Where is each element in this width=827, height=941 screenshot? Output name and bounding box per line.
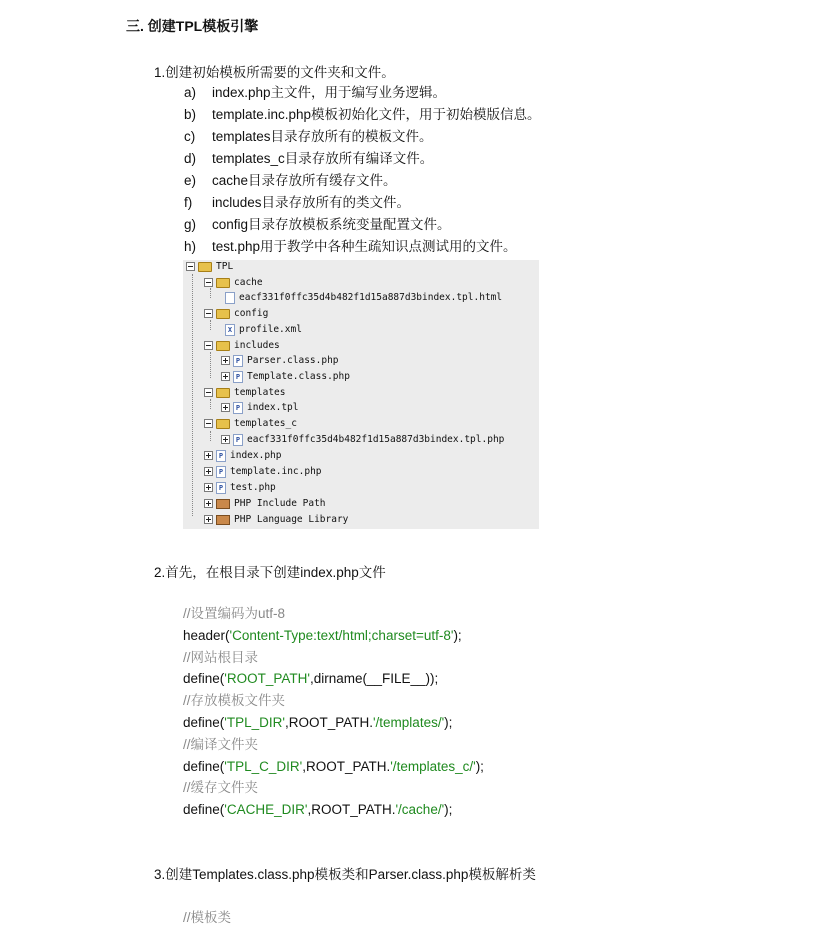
list-item: h) test.php用于教学中各种生疏知识点测试用的文件。 bbox=[184, 239, 517, 254]
list-item: c) templates目录存放所有的模板文件。 bbox=[184, 129, 433, 144]
tree-folder-config[interactable]: config bbox=[204, 307, 268, 321]
step3-text: 3.创建Templates.class.php模板类和Parser.class.php模板解析类 bbox=[154, 867, 536, 882]
tree-folder-cache[interactable]: cache bbox=[204, 276, 263, 290]
folder-icon bbox=[216, 419, 230, 429]
php-file-icon: P bbox=[233, 402, 243, 414]
html-file-icon bbox=[225, 292, 235, 304]
tree-folder-templates-c[interactable]: templates_c bbox=[204, 417, 297, 431]
expand-icon[interactable] bbox=[204, 451, 213, 460]
code-line: define('TPL_C_DIR',ROOT_PATH.'/templates_c/'); bbox=[183, 758, 484, 774]
collapse-icon[interactable] bbox=[204, 419, 213, 428]
list-item: f) includes目录存放所有的类文件。 bbox=[184, 195, 411, 210]
expand-icon[interactable] bbox=[204, 483, 213, 492]
list-item: d) templates_c目录存放所有编译文件。 bbox=[184, 151, 434, 166]
xml-file-icon: X bbox=[225, 324, 235, 336]
tree-language-library[interactable]: PHP Language Library bbox=[204, 513, 348, 527]
tree-folder-templates[interactable]: templates bbox=[204, 386, 285, 400]
code-comment: //设置编码为utf-8 bbox=[183, 606, 286, 621]
code-line: define('TPL_DIR',ROOT_PATH.'/templates/'); bbox=[183, 714, 453, 730]
code-comment: //存放模板文件夹 bbox=[183, 693, 286, 709]
tree-file-compiled[interactable]: P eacf331f0ffc35d4b482f1d15a887d3bindex.tpl.php bbox=[221, 433, 504, 447]
collapse-icon[interactable] bbox=[204, 278, 213, 287]
tree-file-parser[interactable]: P Parser.class.php bbox=[221, 354, 339, 368]
php-file-icon: P bbox=[233, 434, 243, 446]
collapse-icon[interactable] bbox=[204, 388, 213, 397]
expand-icon[interactable] bbox=[204, 515, 213, 524]
collapse-icon[interactable] bbox=[204, 341, 213, 350]
code-comment: //网站根目录 bbox=[183, 649, 259, 665]
code-line: header('Content-Type:text/html;charset=utf-8'); bbox=[183, 627, 462, 643]
list-item: e) cache目录存放所有缓存文件。 bbox=[184, 173, 397, 188]
code-block bbox=[183, 603, 484, 821]
step1-text: 1.创建初始模板所需要的文件夹和文件。 bbox=[154, 65, 395, 80]
php-file-icon: P bbox=[233, 371, 243, 383]
expand-icon[interactable] bbox=[221, 435, 230, 444]
list-item: g) config目录存放模板系统变量配置文件。 bbox=[184, 217, 451, 232]
code-comment: //缓存文件夹 bbox=[183, 780, 259, 796]
step2-text: 2.首先，在根目录下创建index.php文件 bbox=[154, 565, 386, 580]
folder-icon bbox=[216, 341, 230, 351]
tree-file-index-tpl[interactable]: P index.tpl bbox=[221, 401, 298, 415]
file-list bbox=[184, 82, 541, 258]
list-item: b) template.inc.php模板初始化文件，用于初始模版信息。 bbox=[184, 107, 541, 122]
expand-icon[interactable] bbox=[221, 403, 230, 412]
code-comment: //编译文件夹 bbox=[183, 736, 259, 752]
collapse-icon[interactable] bbox=[204, 309, 213, 318]
expand-icon[interactable] bbox=[221, 372, 230, 381]
tree-folder-includes[interactable]: includes bbox=[204, 339, 280, 353]
expand-icon[interactable] bbox=[204, 499, 213, 508]
library-icon bbox=[216, 499, 230, 509]
folder-icon bbox=[216, 309, 230, 319]
list-item: a) index.php主文件，用于编写业务逻辑。 bbox=[184, 85, 447, 100]
tree-file-cache-html[interactable]: eacf331f0ffc35d4b482f1d15a887d3bindex.tpl.html bbox=[225, 291, 502, 305]
php-file-icon: P bbox=[216, 450, 226, 462]
section-heading: 三. 创建TPL模板引擎 bbox=[126, 18, 259, 34]
php-file-icon: P bbox=[233, 355, 243, 367]
tree-include-path[interactable]: PHP Include Path bbox=[204, 497, 326, 511]
project-folder-icon bbox=[198, 262, 212, 272]
tree-file-test-php[interactable]: P test.php bbox=[204, 481, 276, 495]
tree-file-profile[interactable]: X profile.xml bbox=[225, 323, 302, 337]
php-file-icon: P bbox=[216, 466, 226, 478]
folder-icon bbox=[216, 278, 230, 288]
tree-file-template-class[interactable]: P Template.class.php bbox=[221, 370, 350, 384]
collapse-icon[interactable] bbox=[186, 262, 195, 271]
library-icon bbox=[216, 515, 230, 525]
php-file-icon: P bbox=[216, 482, 226, 494]
expand-icon[interactable] bbox=[221, 356, 230, 365]
expand-icon[interactable] bbox=[204, 467, 213, 476]
code-line: define('CACHE_DIR',ROOT_PATH.'/cache/'); bbox=[183, 802, 453, 818]
tree-file-template-inc[interactable]: P template.inc.php bbox=[204, 465, 322, 479]
code-line: define('ROOT_PATH',dirname(__FILE__)); bbox=[183, 671, 439, 687]
project-tree bbox=[183, 260, 539, 529]
folder-icon bbox=[216, 388, 230, 398]
tree-file-index-php[interactable]: P index.php bbox=[204, 449, 281, 463]
template-class-comment: //模板类 bbox=[183, 910, 232, 925]
tree-root[interactable]: TPL bbox=[186, 260, 233, 274]
